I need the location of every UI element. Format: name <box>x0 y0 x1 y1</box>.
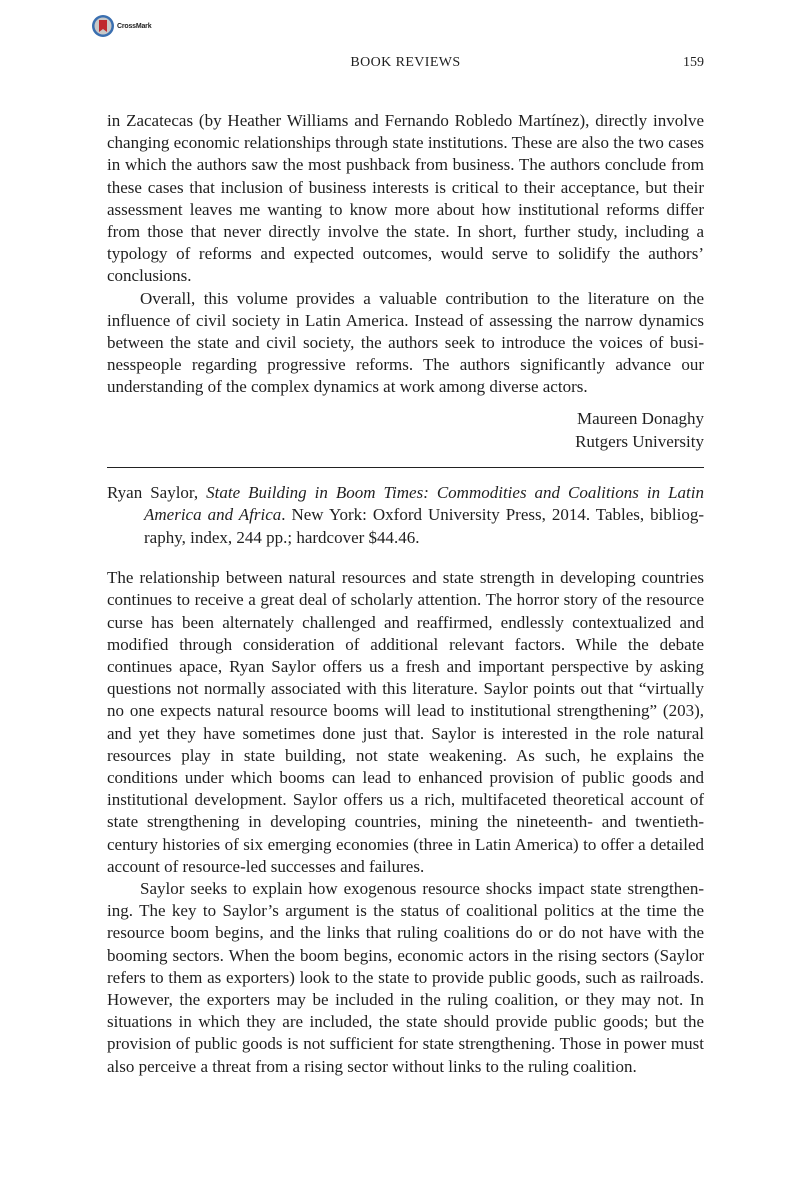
running-head-title: BOOK REVIEWS <box>350 55 461 70</box>
review2-paragraph: The relationship between natural resources and state strength in developing countries continues to receive a great deal of scholarly attention. The horror story of the resource curse has been alternately challenged and reaffirmed, endlessly contextualized and modified through consideration of additional relevant factors. While the debate continues apace, Ryan Saylor offers us a fresh and important perspective by asking questions not normally associated with this literature. Saylor points out that “virtually no one expects natural resource booms will lead to institutional strengthening” (203), and yet they have sometimes done just that. Saylor is interested in the role natural resources play in state building, not state weakening. As such, he explains the conditions under which booms can lead to enhanced provision of public goods and institutional development. Saylor offers us a rich, multifaceted theoretical account of state strengthening in developing countries, mining the nineteenth- and twentieth-century histories of six emerging economies (three in Latin America) to offer a detailed account of resource-led successes and failures. <box>107 568 704 876</box>
book-author: Ryan Saylor, <box>107 482 207 502</box>
page-body <box>107 110 704 1078</box>
crossmark-label: CrossMark <box>117 22 152 30</box>
reviewer-name: Maureen Donaghy <box>577 408 704 428</box>
page-number: 159 <box>683 55 704 70</box>
crossmark-logo[interactable] <box>91 14 151 38</box>
section-divider <box>107 467 704 468</box>
reviewer-affiliation: Rutgers University <box>575 431 704 451</box>
review1-paragraph: Overall, this volume provides a valuable contribution to the literature on the influence of civil society in Latin America. Instead of assessing the narrow dynamics between the state and civil society, the authors seek to introduce the voices of businesspeople regarding progressive reforms. The authors significantly advance our understanding of the complex dynamics at work among diverse actors. <box>107 288 704 397</box>
book-citation <box>107 482 704 550</box>
review1-paragraph: in Zacatecas (by Heather Williams and Fernando Robledo Martínez), directly involve changing economic relationships through state institutions. These are also the two cases in which the authors saw the most pushback from business. The authors conclude from these cases that inclusion of business interests is critical to their acceptance, but their assessment leaves me wanting to know more about how institutional reforms differ from those that never directly involve the state. In short, further study, including a typology of reforms and expected outcomes, would serve to solidify the authors’ conclusions. <box>107 111 704 286</box>
reviewer-signature <box>107 407 704 453</box>
crossmark-icon <box>91 14 115 38</box>
book-title: State Building in Boom Times: Commodities and Coalitions in Latin America and Africa <box>144 482 704 525</box>
review2-paragraph: Saylor seeks to explain how exogenous resource shocks impact state strengthening. The key to Saylor’s argument is the status of coalitional politics at the time the resource boom begins, and the links that ruling coalitions do or do not have with the booming sectors. When the boom begins, economic actors in the rising sectors (Saylor refers to them as exporters) look to the state to provide public goods, such as railroads. However, the exporters may be included in the ruling coalition, or they may not. In situations in which they are included, the state should provide public goods; but the provision of public goods is not sufficient for state strengthening. Those in power must also perceive a threat from a rising sector without links to the ruling coalition. <box>107 878 704 1076</box>
book-details: . New York: Oxford University Press, 2014. Tables, bibliography, index, 244 pp.; hardcover $44.46. <box>144 505 704 547</box>
